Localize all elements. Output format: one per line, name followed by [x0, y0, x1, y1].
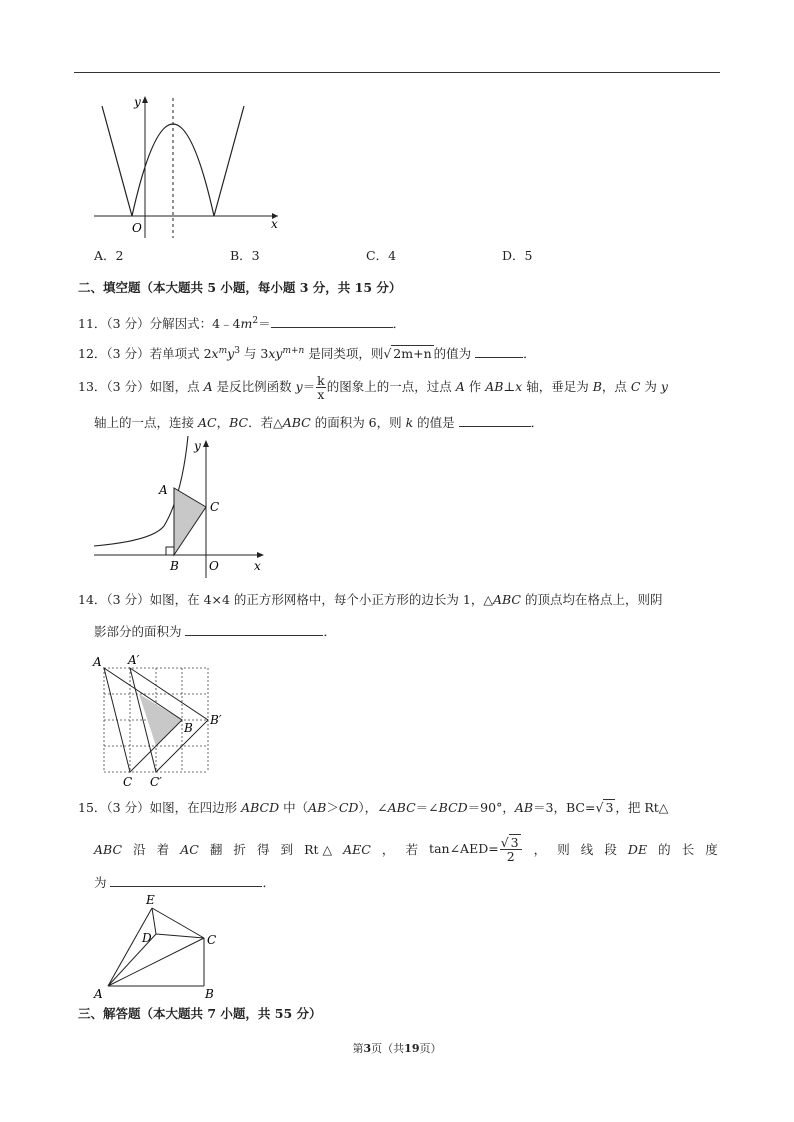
figure-q10-graph: [92, 92, 288, 242]
q12-end: ．: [523, 346, 536, 362]
question-13-line-2: [94, 414, 543, 431]
side-dc: [156, 934, 204, 938]
q15-word: 翻: [209, 841, 223, 857]
q15-aec: AEC: [343, 841, 371, 857]
q14-text: 的顶点均在格点上，则阴: [520, 592, 663, 607]
q12-x2: xy: [268, 346, 283, 362]
q12-text-4: 的值为: [433, 346, 476, 362]
q14-abc: ABC: [492, 592, 521, 607]
q15-word: ，: [381, 841, 395, 857]
label-x: x: [254, 559, 261, 573]
origin-label: O: [132, 221, 142, 235]
q13-point-a: A: [455, 379, 465, 394]
q12-sup-3: m+n: [282, 346, 305, 356]
q13-perp: ⊥: [503, 379, 516, 394]
question-14-line-2: [94, 623, 336, 640]
label-e: E: [146, 893, 155, 907]
right-angle-mark: [166, 547, 174, 555]
q15-word: 则: [557, 841, 570, 857]
q15-frac-radicand: 3: [510, 835, 519, 850]
section-2-title: 二、填空题（本大题共 5 小题，每小题 3 分，共 15 分）: [78, 280, 402, 295]
question-14-line-1: [78, 592, 662, 608]
section-3-title: 三、解答题（本大题共 7 小题，共 55 分）: [78, 1006, 322, 1021]
q13-score: （3 分）: [106, 379, 150, 394]
q13-end: ．: [530, 415, 544, 430]
option-b[interactable]: B．3: [230, 248, 260, 263]
q13-answer-blank[interactable]: [459, 414, 531, 427]
q15-text: ），∠: [358, 800, 388, 815]
q15-end: ．: [262, 875, 275, 890]
q15-text: 如图，在四边形: [149, 800, 242, 815]
q15-tan-expression: [429, 836, 523, 863]
side-ec: [152, 908, 204, 938]
label-c: C: [207, 933, 217, 947]
q15-abc: ABC: [94, 841, 123, 857]
q13-text: 的面积为 6，则: [310, 415, 406, 430]
q13-text: ．若△: [248, 415, 283, 430]
q13-point-b: B: [592, 379, 602, 394]
q15-fraction: [500, 836, 522, 863]
q12-text-3: 是同类项，则: [304, 346, 384, 362]
option-a[interactable]: A．2: [94, 248, 124, 263]
q15-answer-blank[interactable]: [110, 874, 262, 887]
q13-text: 为: [640, 379, 661, 394]
label-o: O: [209, 559, 219, 573]
option-c[interactable]: C．4: [366, 248, 397, 263]
q12-x1: x: [211, 346, 219, 362]
label-d: D: [142, 931, 152, 945]
shaded-triangle-abc: [174, 488, 206, 555]
q15-word: 折: [233, 841, 246, 857]
q13-text: ，点: [601, 379, 631, 394]
figure-q13-graph: [92, 436, 272, 582]
q11-var: m: [240, 316, 253, 332]
question-15-line-2: [94, 836, 718, 863]
side-de: [152, 908, 156, 934]
q13-y: y: [660, 379, 668, 394]
question-15-line-3: [94, 874, 275, 891]
footer-page-number: 3: [363, 1042, 372, 1055]
q11-sup: 2: [252, 316, 259, 326]
q14-answer-blank[interactable]: [185, 623, 323, 636]
q15-text: ＝90°，: [467, 800, 515, 815]
q13-x: x: [515, 379, 523, 394]
q15-number: 15．: [78, 800, 107, 815]
q13-text: 是反比例函数: [212, 379, 296, 394]
q15-word: Rt △: [304, 841, 333, 857]
q15-frac-den: 2: [506, 849, 515, 864]
q13-text: 轴，垂足为: [522, 379, 593, 394]
q13-fraction: [316, 374, 326, 401]
q12-number: 12．: [78, 346, 107, 362]
footer-text: 页）: [419, 1042, 442, 1055]
q14-score: （3 分）: [106, 592, 150, 607]
q12-y1: y: [227, 346, 235, 362]
q13-point-a: A: [203, 379, 213, 394]
q13-y: y: [295, 379, 303, 394]
q14-text: 影部分的面积为: [94, 624, 186, 639]
q14-number: 14．: [78, 592, 107, 607]
q15-word: 沿: [133, 841, 146, 857]
q11-answer-blank[interactable]: [271, 315, 393, 328]
q15-ab: AB: [308, 800, 327, 815]
q12-sup-2: 3: [234, 346, 240, 356]
q15-abcd: ABCD: [241, 800, 280, 815]
q15-cd: CD: [338, 800, 359, 815]
y-axis-arrow: [142, 96, 148, 103]
q13-eq: ＝: [302, 379, 316, 394]
question-13-line-1: [78, 374, 668, 401]
q11-text: 分解因式：4﹣4: [149, 316, 241, 332]
side-ac: [108, 938, 204, 986]
q15-sqrt: √ 3: [595, 800, 614, 815]
label-a: A: [159, 483, 168, 497]
question-12: [78, 343, 536, 362]
q13-number: 13．: [78, 379, 107, 394]
q15-radicand: 3: [605, 800, 614, 815]
figure-q15-quadrilateral: [90, 890, 230, 1004]
q13-abc: ABC: [282, 415, 311, 430]
q13-text: 作: [464, 379, 486, 394]
q13-text: 如图，点: [149, 379, 204, 394]
label-b: B: [170, 559, 179, 573]
q15-text: 为: [94, 875, 111, 890]
q15-text: ，把 Rt△: [615, 800, 669, 815]
q11-number: 11．: [78, 316, 107, 332]
q12-sup-1: m: [218, 346, 228, 356]
q13-text: 的图象上的一点，过点: [326, 379, 456, 394]
q11-score: （3 分）: [106, 316, 150, 332]
q13-frac-num: k: [317, 373, 325, 388]
x-axis-arrow: [257, 552, 264, 558]
footer-text: 第: [352, 1042, 364, 1055]
q15-frac-num: √ 3: [500, 836, 522, 850]
q13-frac-den: x: [317, 387, 325, 402]
q12-text-1: 若单项式 2: [149, 346, 212, 362]
label-a-prime: A′: [128, 653, 140, 667]
axis-label-y: y: [134, 95, 141, 109]
q13-point-c: C: [630, 379, 641, 394]
q15-text: 中（: [279, 800, 309, 815]
label-b: B: [184, 721, 193, 735]
q12-sqrt: √ 2m+n: [383, 346, 432, 362]
q15-word: 到: [280, 841, 294, 857]
header-rule: [74, 72, 720, 73]
label-c: C: [123, 775, 133, 789]
question-15-line-1: [78, 800, 668, 816]
q15-word: 得: [256, 841, 270, 857]
q15-abc: ABC: [387, 800, 416, 815]
label-y: y: [194, 439, 201, 453]
q13-bc: BC: [229, 415, 249, 430]
q15-word: 若: [405, 841, 418, 857]
q12-answer-blank[interactable]: [475, 345, 523, 358]
q14-end: ．: [323, 624, 336, 639]
footer-total-pages: 19: [404, 1042, 420, 1055]
q11-eq: ＝: [258, 316, 271, 332]
label-b-prime: B′: [210, 713, 222, 727]
label-c: C: [210, 500, 220, 514]
q15-tan: tan∠AED=: [429, 841, 499, 856]
side-ae: [108, 908, 152, 986]
q13-text: 的值是: [413, 415, 459, 430]
axis-label-x: x: [271, 217, 278, 231]
label-c-prime: C′: [150, 775, 162, 789]
q12-radicand: 2m+n: [393, 346, 432, 362]
q15-eq: ＝∠: [415, 800, 439, 815]
question-11: [78, 313, 405, 332]
footer-text: 页（共: [371, 1042, 405, 1055]
label-b: B: [205, 987, 214, 1001]
q15-bcd: BCD: [438, 800, 468, 815]
q11-end: ．: [392, 316, 406, 332]
q15-gt: ＞: [326, 800, 339, 815]
q12-score: （3 分）: [106, 346, 150, 362]
q15-text: ＝3，BC=: [533, 800, 596, 815]
q13-ab: AB: [485, 379, 504, 394]
q15-word: 着: [156, 841, 170, 857]
option-d[interactable]: D．5: [502, 248, 533, 263]
label-a: A: [94, 987, 103, 1001]
q13-text: ，: [216, 415, 230, 430]
q15-word: 段: [604, 841, 617, 857]
y-axis-arrow: [203, 440, 209, 447]
q15-word: 度: [705, 841, 718, 857]
q14-text: 如图，在 4×4 的正方形网格中，每个小正方形的边长为 1，△: [149, 592, 493, 607]
q15-de: DE: [627, 841, 648, 857]
q15-word: 的: [658, 841, 671, 857]
page-footer: [0, 1040, 794, 1056]
q15-ab: AB: [514, 800, 534, 815]
q12-text-2: 与 3: [239, 346, 269, 362]
q15-word: 长: [681, 841, 695, 857]
q15-word: ，: [533, 841, 547, 857]
q15-ac: AC: [180, 841, 199, 857]
q15-word: 线: [580, 841, 594, 857]
q15-score: （3 分）: [106, 800, 150, 815]
label-a: A: [93, 655, 102, 669]
q13-ac: AC: [197, 415, 217, 430]
figure-q14-grid: [90, 650, 240, 790]
q13-k: k: [405, 415, 414, 430]
q13-text: 轴上的一点，连接: [94, 415, 198, 430]
